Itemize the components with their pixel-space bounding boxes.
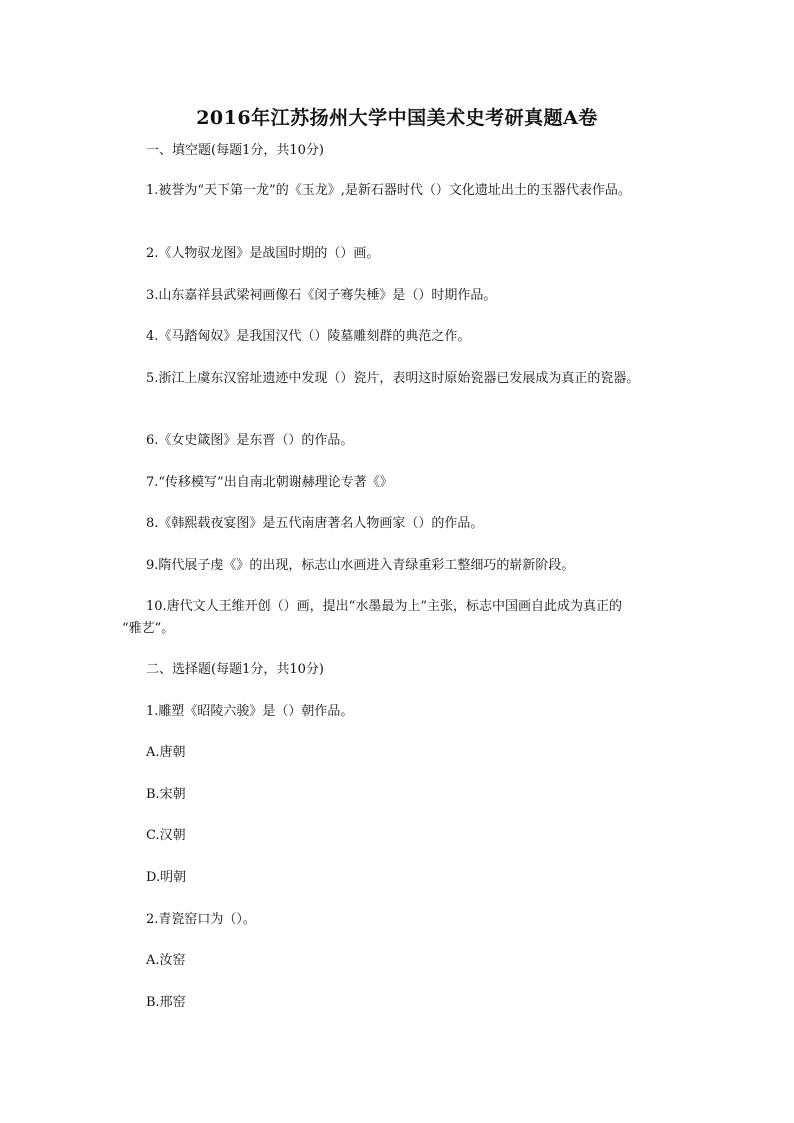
fill-question-2: 2.《人物驭龙图》是战国时期的（）画。 [146, 246, 380, 261]
fill-question-9: 9.隋代展子虔《》的出现，标志山水画进入青绿重彩工整细巧的崭新阶段。 [146, 558, 575, 573]
section2-heading: 二、选择题(每题1分，共10分) [146, 662, 324, 677]
choice-option-b: B.邢窑 [146, 995, 186, 1010]
choice-option-b: B.宋朝 [146, 787, 186, 802]
fill-question-3: 3.山东嘉祥县武梁祠画像石《闵子骞失棰》是（）时期作品。 [146, 288, 497, 303]
section1-heading: 一、填空题(每题1分，共10分) [146, 143, 324, 158]
fill-question-6: 6.《女史箴图》是东晋（）的作品。 [146, 433, 354, 448]
choice-option-c: C.汉朝 [146, 828, 186, 843]
choice-option-a: A.汝窑 [146, 953, 186, 968]
fill-question-1: 1.被誉为“天下第一龙”的《玉龙》,是新石器时代（）文化遗址出土的玉器代表作品。 [146, 183, 631, 198]
fill-question-8: 8.《韩熙载夜宴图》是五代南唐著名人物画家（）的作品。 [146, 516, 484, 531]
fill-question-7: 7.“传移模写”出自南北朝谢赫理论专著《》 [146, 475, 393, 490]
choice-option-a: A.唐朝 [146, 745, 186, 760]
fill-question-5: 5.浙江上虞东汉窑址遗迹中发现（）瓷片，表明这时原始瓷器已发展成为真正的瓷器。 [146, 371, 640, 386]
page-title: 2016年江苏扬州大学中国美术史考研真题A卷 [196, 107, 598, 129]
choice-question-2: 2.青瓷窑口为（）。 [146, 912, 256, 927]
choice-question-1: 1.雕塑《昭陵六骏》是（）朝作品。 [146, 704, 354, 719]
fill-question-10: 10.唐代文人王维开创（）画，提出“水墨最为上”主张，标志中国画自此成为真正的 [146, 599, 622, 614]
fill-question-10-continuation: “雅艺”。 [122, 621, 175, 636]
fill-question-4: 4.《马踏匈奴》是我国汉代（）陵墓雕刻群的典范之作。 [146, 329, 471, 344]
choice-option-d: D.明朝 [146, 870, 187, 885]
